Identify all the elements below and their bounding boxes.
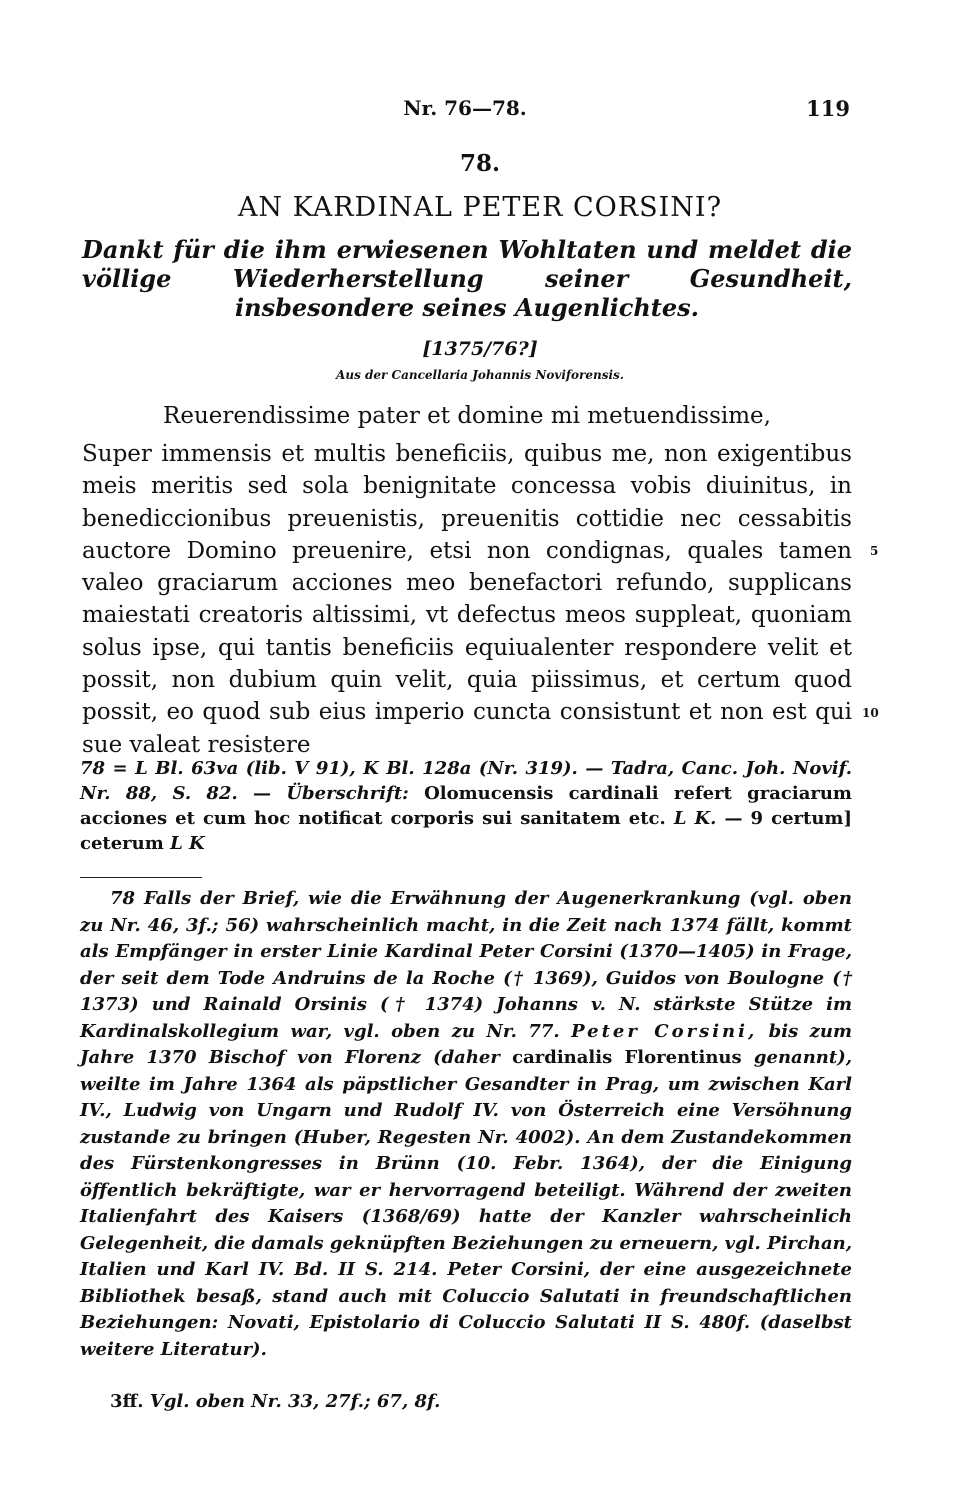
commentary-part-3: bis zum Jahre 1370 Bischof von Florenz (daher	[80, 1020, 852, 1068]
source-note: Aus der Cancellaria Johannis Noviforensis.	[336, 368, 624, 382]
commentary-name-spaced: Peter Corsini,	[571, 1020, 758, 1042]
document-number: 78.	[459, 150, 500, 177]
letter-text	[82, 400, 852, 761]
cross-reference-note	[110, 1391, 850, 1412]
document-title: AN KARDINAL PETER CORSINI?	[237, 192, 723, 223]
commentary-note	[80, 886, 852, 1363]
apparatus-variant: — 9 certum] ceterum	[80, 808, 852, 854]
header-number-range: Nr. 76—78.	[403, 96, 527, 120]
running-head	[80, 96, 850, 122]
commentary-latin-title: cardinalis Florentinus	[512, 1047, 742, 1068]
apparatus-heading-text: Olomucensis cardinali refert graciarum acciones et cum hoc notificat corporis sui sanitatem etc.	[80, 783, 852, 829]
line-marker-10: 10	[862, 706, 879, 720]
letter-salutation: Reuerendissime pater et domine mi metuendissime,	[163, 403, 771, 429]
crossref-lines: 3ff.	[110, 1391, 144, 1412]
commentary-part-1: 78 Falls der Brief, wie die Erwähnung der Augenerkrankung (vgl. oben zu Nr. 46, 3f.; 56) wahrscheinlich macht, in die Zeit nach 1374 fällt, kommt als Empfänger in erster Linie Kardinal Peter Corsini (1370—1405) in Frage, der seit dem Tode Andruins de la Roche († 1369), Guidos von Boulogne († 1373) und Rainald Orsinis († 1374) Johanns v. N. stärkste Stütze im Kardinalskollegium war, vgl. oben zu Nr. 77.	[80, 888, 852, 1042]
line-marker-5: 5	[870, 544, 879, 558]
crossref-text: Vgl. oben Nr. 33, 27f.; 67, 8f.	[149, 1391, 441, 1412]
apparatus-witnesses: L K.	[673, 808, 717, 829]
commentary-part-5: genannt), weilte im Jahre 1364 als päpstlicher Gesandter in Prag, um zwischen Karl IV., Ludwig von Ungarn und Rudolf IV. von Österreich eine Versöhnung zustande zu bringen (Huber, Regesten Nr. 4002). An dem Zustandekommen des Fürstenkongresses in Brünn (10. Febr. 1364), der die Einigung öffentlich bekräftigte, war er hervorragend beteiligt. Während der zweiten Italienfahrt des Kaisers (1368/69) hatte der Kanzler wahrscheinlich Gelegenheit, die damals geknüpften Beziehungen zu erneuern, vgl. Pirchan, Italien und Karl IV. Bd. II S. 214. Peter Corsini, der eine ausgezeichnete Bibliothek besaß, stand auch mit Coluccio Salutati in freundschaftlichen Beziehungen: Novati, Epistolario di Coluccio Salutati II S. 480f. (daselbst weitere Literatur).	[80, 1047, 852, 1360]
page-number: 119	[806, 96, 850, 121]
apparatus-sigla: 78 = L Bl. 63va (lib. V 91), K Bl. 128a (Nr. 319). — Tadra, Canc. Joh. Novif. Nr. 88, S. 82. — Überschrift:	[80, 758, 852, 804]
apparatus-variant-witnesses: L K	[170, 833, 205, 854]
footnote-divider	[80, 877, 202, 878]
letter-body: Super immensis et multis beneficiis, quibus me, non exigentibus meis meritis sed sola benignitate concessa vobis diuinitus, in benediccionibus preuenistis, preuenitis cottidie nec cessabitis auctore Domino preuenire, etsi non condignas, quales tamen valeo graciarum acciones meo benefactori refundo, supplicans maiestati creatoris altissimi, vt defectus meos suppleat, quoniam solus ipse, qui tantis beneficiis equiualenter respondere velit et possit, non dubium quin velit, quia piissimus, et certum quod possit, eo quod sub eius imperio cuncta consistunt et non est qui sue valeat resistere	[82, 441, 852, 758]
document-date: [1375/76?]	[422, 338, 538, 360]
regest-summary: Dankt für die ihm erwiesenen Wohltaten und meldet die völlige Wiederherstellung seiner Gesundheit, insbesondere seines Augenlichtes.	[82, 235, 852, 322]
critical-apparatus	[80, 756, 852, 856]
